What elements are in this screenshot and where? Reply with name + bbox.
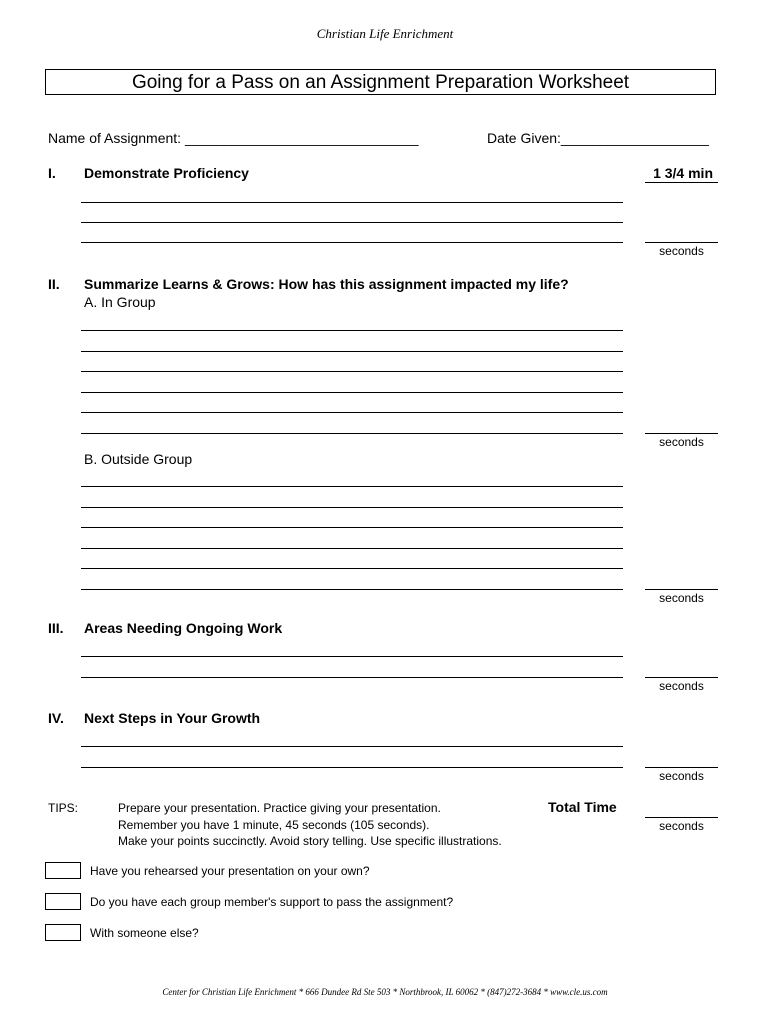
section-2a-answer-line[interactable] <box>81 351 623 352</box>
section-1-heading: Demonstrate Proficiency <box>84 165 249 181</box>
tips-line: Make your points succinctly. Avoid story telling. Use specific illustrations. <box>118 834 502 848</box>
section-3-seconds-line[interactable] <box>645 677 718 678</box>
section-2a-answer-line[interactable] <box>81 371 623 372</box>
section-4-numeral: IV. <box>48 710 64 726</box>
someone-else-checkbox[interactable] <box>45 924 81 941</box>
section-2b-answer-line[interactable] <box>81 507 623 508</box>
section-3-numeral: III. <box>48 620 64 636</box>
tips-line: Prepare your presentation. Practice giving your presentation. <box>118 801 441 815</box>
page-header: Christian Life Enrichment <box>316 26 454 41</box>
time-limit-underline <box>645 182 718 183</box>
section-2a-answer-line[interactable] <box>81 412 623 413</box>
rehearsed-checkbox[interactable] <box>45 862 81 879</box>
page-title: Going for a Pass on an Assignment Preparation Worksheet <box>45 69 716 95</box>
section-2b-seconds-label: seconds <box>659 591 704 605</box>
total-time-seconds-label: seconds <box>659 819 704 833</box>
section-2a-seconds-label: seconds <box>659 435 704 449</box>
name-of-assignment-field[interactable]: Name of Assignment: ______________________________ <box>48 130 419 146</box>
section-2b-answer-line[interactable] <box>81 568 623 569</box>
section-2a-answer-line[interactable] <box>81 392 623 393</box>
section-4-answer-line[interactable] <box>81 767 623 768</box>
total-time-seconds-line[interactable] <box>645 817 718 818</box>
section-3-seconds-label: seconds <box>659 679 704 693</box>
date-given-field[interactable]: Date Given:___________________ <box>487 130 709 146</box>
section-1-seconds-line[interactable] <box>645 242 718 243</box>
section-2a-answer-line[interactable] <box>81 330 623 331</box>
section-2b-seconds-line[interactable] <box>645 589 718 590</box>
section-4-seconds-line[interactable] <box>645 767 718 768</box>
section-2b-answer-line[interactable] <box>81 486 623 487</box>
section-2a-answer-line[interactable] <box>81 433 623 434</box>
section-2-heading: Summarize Learns & Grows: How has this assignment impacted my life? <box>84 276 569 292</box>
page-footer: Center for Christian Life Enrichment * 666 Dundee Rd Ste 503 * Northbrook, IL 60062 * (847)272-3684 * www.cle.us.com <box>162 987 608 997</box>
section-4-answer-line[interactable] <box>81 746 623 747</box>
section-1-seconds-label: seconds <box>659 244 704 258</box>
section-1-answer-line[interactable] <box>81 222 623 223</box>
section-3-answer-line[interactable] <box>81 656 623 657</box>
time-limit-label: 1 3/4 min <box>653 165 713 181</box>
total-time-label: Total Time <box>548 799 617 815</box>
section-1-numeral: I. <box>48 165 56 181</box>
section-2b-answer-line[interactable] <box>81 548 623 549</box>
tips-label: TIPS: <box>48 801 79 815</box>
section-1-answer-line[interactable] <box>81 202 623 203</box>
section-3-heading: Areas Needing Ongoing Work <box>84 620 283 636</box>
section-2b-answer-line[interactable] <box>81 589 623 590</box>
section-3-answer-line[interactable] <box>81 677 623 678</box>
section-2b-answer-line[interactable] <box>81 527 623 528</box>
checklist-item-label: Have you rehearsed your presentation on your own? <box>90 864 370 878</box>
section-4-seconds-label: seconds <box>659 769 704 783</box>
section-4-heading: Next Steps in Your Growth <box>84 710 261 726</box>
section-2b-label: B. Outside Group <box>84 451 193 467</box>
tips-line: Remember you have 1 minute, 45 seconds (105 seconds). <box>118 818 430 832</box>
checklist-item-label: Do you have each group member's support to pass the assignment? <box>90 895 454 909</box>
section-1-answer-line[interactable] <box>81 242 623 243</box>
section-2a-label: A. In Group <box>84 294 156 310</box>
section-2-numeral: II. <box>48 276 60 292</box>
checklist-item-label: With someone else? <box>90 926 199 940</box>
section-2a-seconds-line[interactable] <box>645 433 718 434</box>
group-support-checkbox[interactable] <box>45 893 81 910</box>
